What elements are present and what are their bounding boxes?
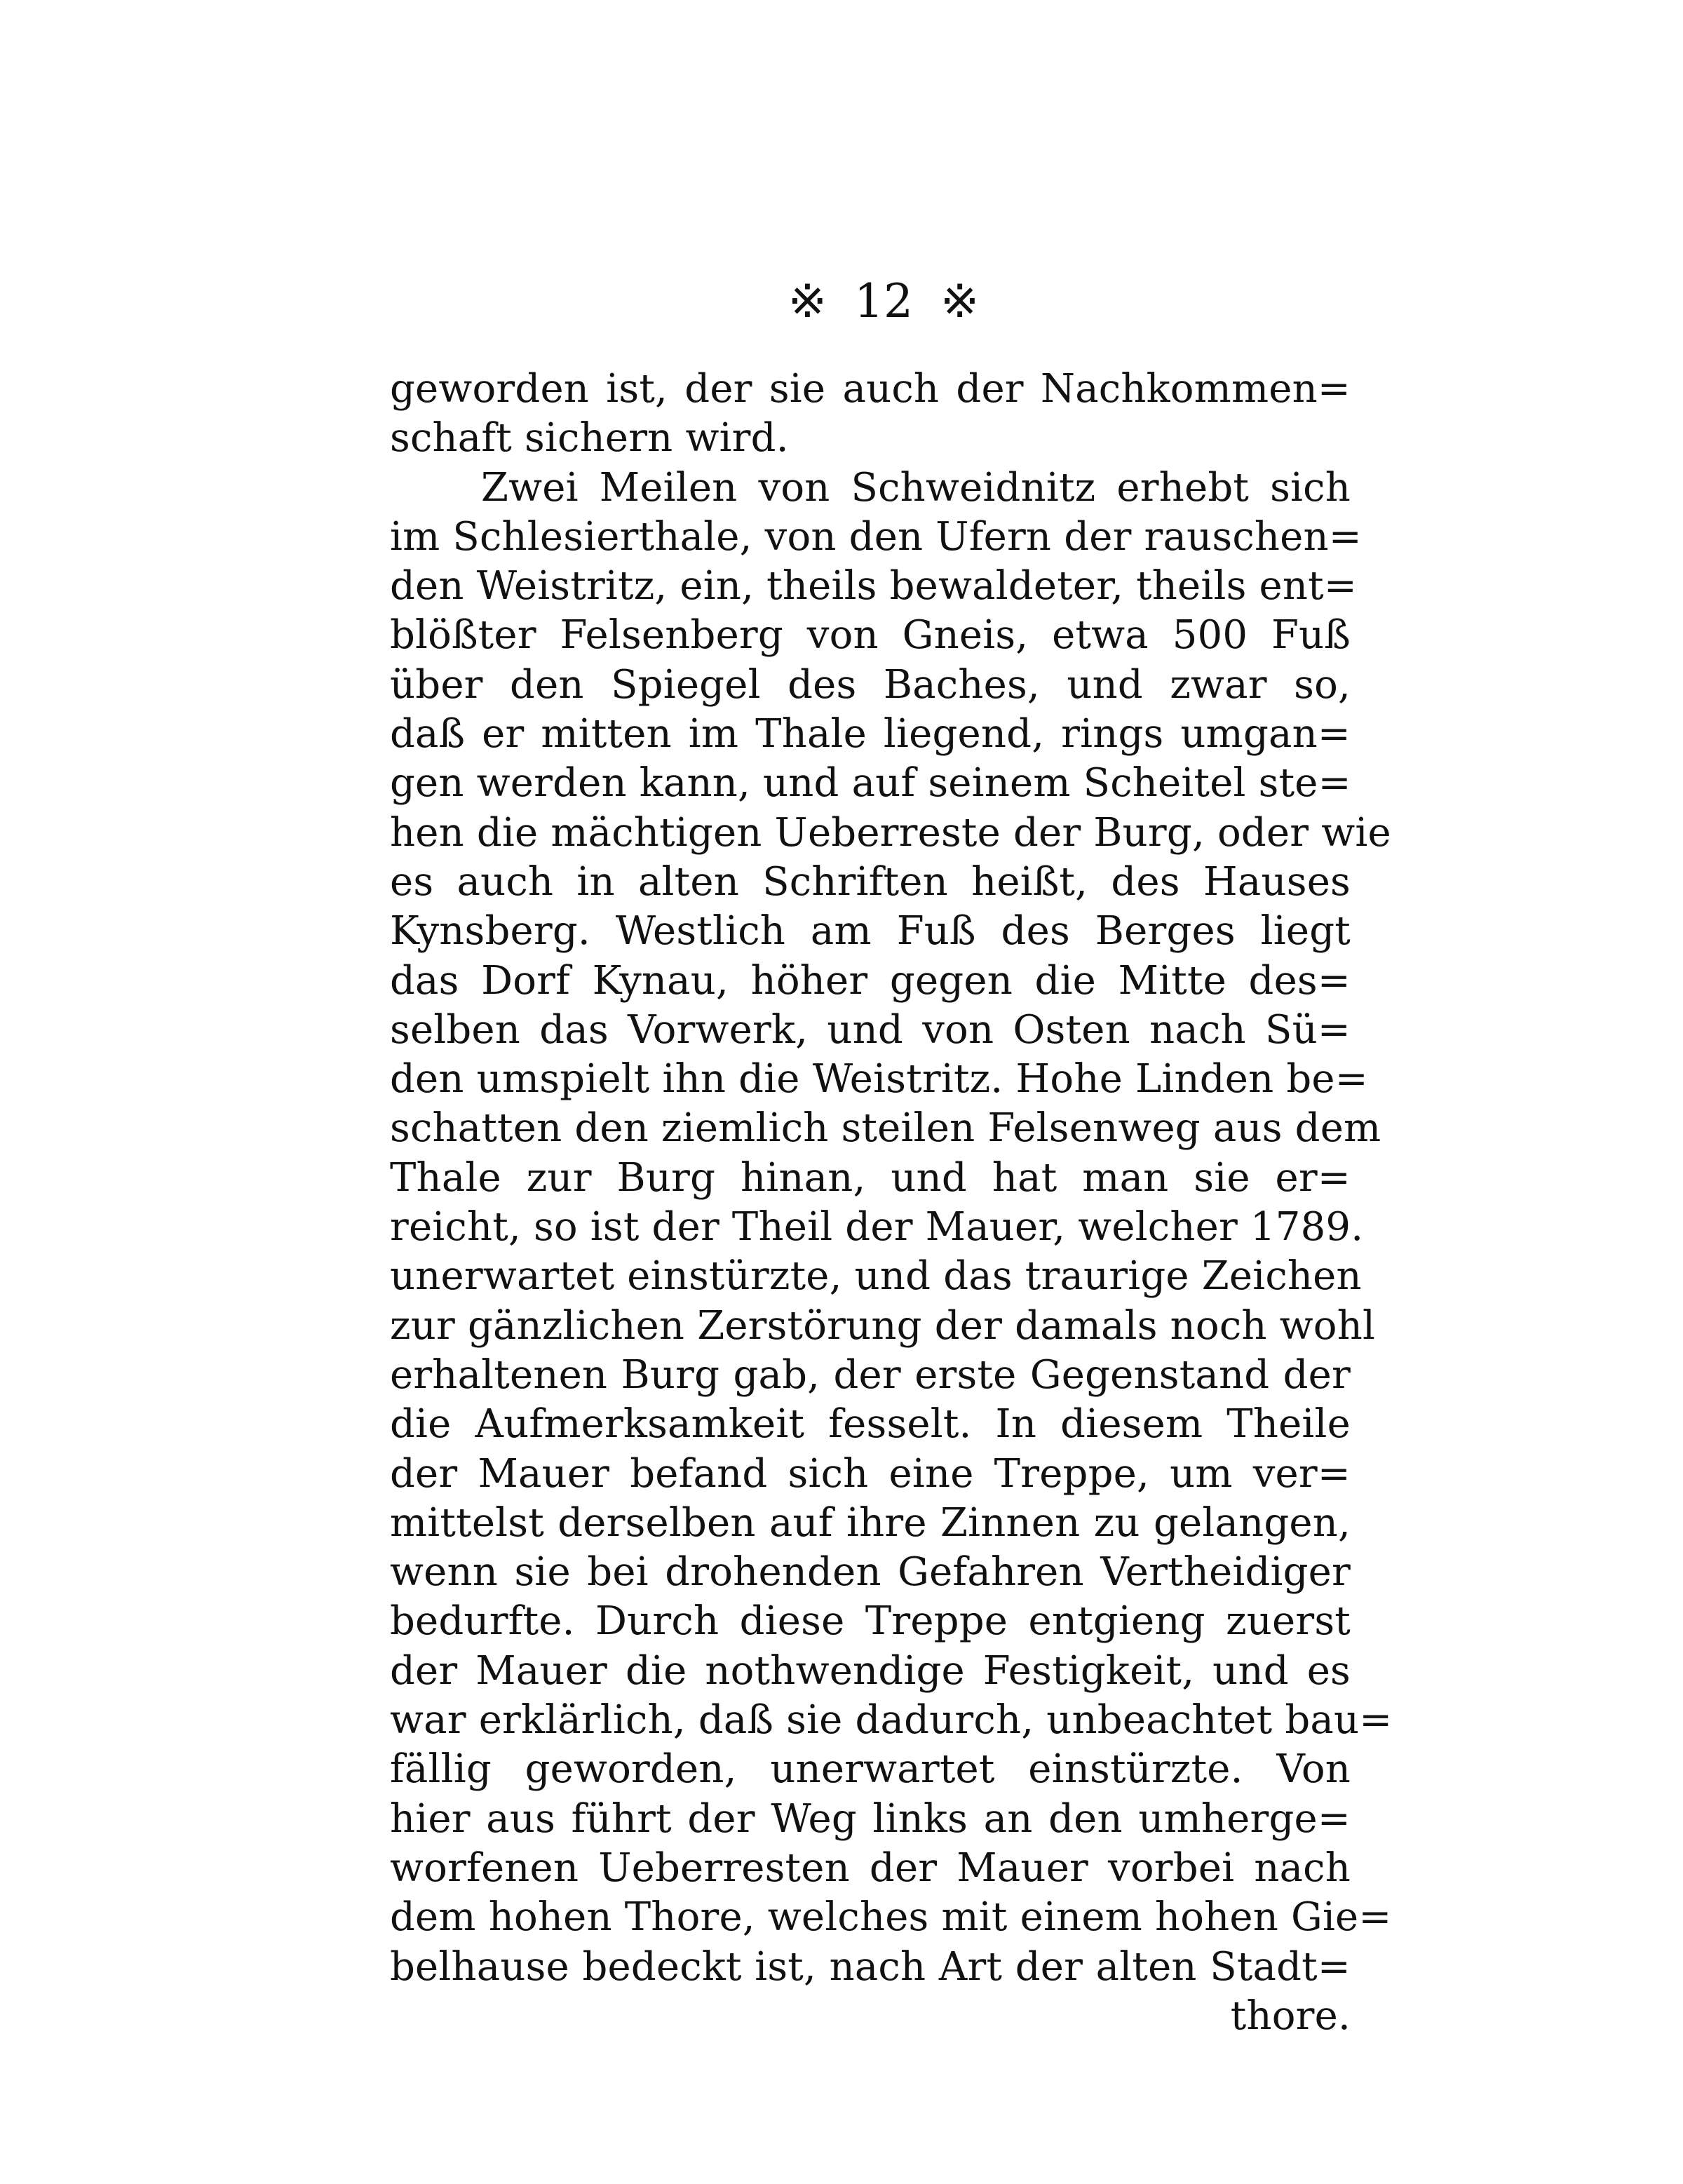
text-line: zur gänzlichen Zerstörung der damals noch wohl: [390, 1302, 1376, 1349]
text-line: war erklärlich, daß sie dadurch, unbeachtet bau=: [390, 1697, 1393, 1744]
text-line: hier aus führt der Weg links an den umherge=: [390, 1795, 1351, 1842]
text-line: bedurfte. Durch diese Treppe entgieng zuerst: [390, 1598, 1351, 1645]
ornament-left-icon: ※: [788, 274, 827, 328]
text-line: die Aufmerksamkeit fesselt. In diesem Theile: [390, 1401, 1351, 1448]
text-line: fällig geworden, unerwartet einstürzte. Von: [390, 1746, 1351, 1793]
text-line: gen werden kann, und auf seinem Scheitel ste=: [390, 760, 1351, 807]
text-line: schaft sichern wird.: [390, 415, 789, 461]
text-line: hen die mächtigen Ueberreste der Burg, oder wie: [390, 809, 1391, 856]
text-line: blößter Felsenberg von Gneis, etwa 500 Fuß: [390, 612, 1351, 659]
text-line: den Weistritz, ein, theils bewaldeter, theils ent=: [390, 563, 1357, 609]
text-line: Thale zur Burg hinan, und hat man sie er=: [390, 1154, 1351, 1201]
text-line: das Dorf Kynau, höher gegen die Mitte des=: [390, 957, 1351, 1004]
text-line: es auch in alten Schriften heißt, des Hauses: [390, 858, 1351, 905]
ornament-right-icon: ※: [940, 274, 980, 328]
text-line: dem hohen Thore, welches mit einem hohen Gie=: [390, 1894, 1392, 1941]
text-line: wenn sie bei drohenden Gefahren Vertheidiger: [390, 1549, 1351, 1596]
page-number: 12: [854, 274, 913, 328]
text-line: schatten den ziemlich steilen Felsenweg aus dem: [390, 1105, 1381, 1152]
text-line: den umspielt ihn die Weistritz. Hohe Linden be=: [390, 1056, 1368, 1103]
text-line: Kynsberg. Westlich am Fuß des Berges liegt: [390, 908, 1351, 955]
text-line: erhaltenen Burg gab, der erste Gegenstand der: [390, 1351, 1351, 1398]
text-line: im Schlesierthale, von den Ufern der rauschen=: [390, 513, 1362, 560]
text-line: der Mauer befand sich eine Treppe, um ver=: [390, 1450, 1351, 1497]
text-line: thore.: [1230, 1993, 1351, 2039]
text-line: selben das Vorwerk, und von Osten nach Sü=: [390, 1006, 1351, 1053]
text-line: geworden ist, der sie auch der Nachkommen=: [390, 366, 1351, 412]
text-line: mittelst derselben auf ihre Zinnen zu gelangen,: [390, 1499, 1351, 1546]
text-line: der Mauer die nothwendige Festigkeit, und es: [390, 1647, 1351, 1694]
text-line: unerwartet einstürzte, und das traurige Zeichen: [390, 1253, 1362, 1300]
text-line: über den Spiegel des Baches, und zwar so,: [390, 661, 1351, 708]
text-line: belhause bedeckt ist, nach Art der alten Stadt=: [390, 1943, 1351, 1990]
text-line: worfenen Ueberresten der Mauer vorbei nach: [390, 1845, 1351, 1891]
body-text: [390, 365, 1393, 2041]
text-line: reicht, so ist der Theil der Mauer, welcher 1789.: [390, 1204, 1364, 1251]
page-header: [743, 270, 1024, 333]
text-line: Zwei Meilen von Schweidnitz erhebt sich: [481, 464, 1351, 511]
text-line: daß er mitten im Thale liegend, rings umgan=: [390, 711, 1351, 757]
